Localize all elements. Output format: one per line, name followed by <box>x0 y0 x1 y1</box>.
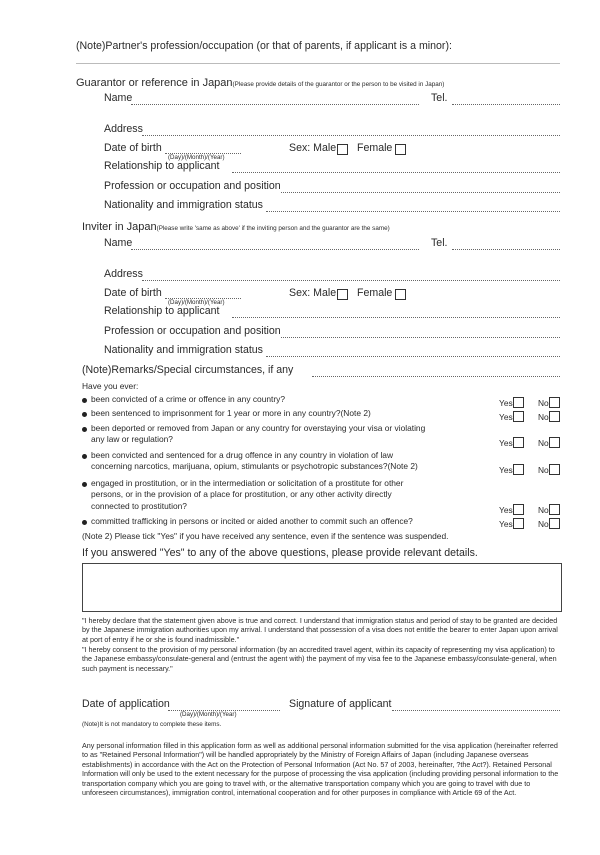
guarantor-heading <box>76 73 444 91</box>
question-5-text-line1: engaged in prostitution, or in the intermediation or solicitation of a prostitute for other <box>91 478 404 488</box>
inviter-sex-male-label: Sex: Male <box>289 287 337 299</box>
question-4-no-checkbox[interactable] <box>549 464 560 475</box>
inviter-address-field[interactable] <box>142 280 560 281</box>
question-6-text: committed trafficking in persons or incited or aided another to commit such an offence? <box>91 516 413 526</box>
guarantor-dob-format: (Day)/(Month)/(Year) <box>168 154 225 161</box>
question-1-yes-checkbox[interactable] <box>513 397 524 408</box>
guarantor-address-field[interactable] <box>142 135 560 136</box>
inviter-relationship-label: Relationship to applicant <box>104 305 220 317</box>
guarantor-title: Guarantor or reference in Japan <box>76 77 233 89</box>
guarantor-profession-field[interactable] <box>281 192 560 193</box>
guarantor-relationship-label: Relationship to applicant <box>104 160 220 172</box>
question-5-no-label: No <box>538 505 549 515</box>
bullet-icon <box>82 398 87 403</box>
question-2-yes-label: Yes <box>499 412 513 422</box>
question-1-no-checkbox[interactable] <box>549 397 560 408</box>
question-4-yes-checkbox[interactable] <box>513 464 524 475</box>
inviter-relationship-field[interactable] <box>232 317 560 318</box>
question-4-yes-label: Yes <box>499 465 513 475</box>
guarantor-address-label: Address <box>104 123 143 135</box>
bullet-icon <box>82 427 87 432</box>
note2-text: (Note 2) Please tick "Yes" if you have received any sentence, even if the sentence was suspended. <box>82 531 449 541</box>
date-format: (Day)/(Month)/(Year) <box>180 711 237 718</box>
inviter-female-checkbox[interactable] <box>395 289 406 300</box>
question-3-text-line2: any law or regulation? <box>91 434 173 444</box>
guarantor-tel-label: Tel. <box>431 92 448 104</box>
question-5-yes-checkbox[interactable] <box>513 504 524 515</box>
bullet-icon <box>82 454 87 459</box>
question-2-no-checkbox[interactable] <box>549 411 560 422</box>
guarantor-dob-label: Date of birth <box>104 142 162 154</box>
question-3-yes-label: Yes <box>499 438 513 448</box>
if-yes-label: If you answered "Yes" to any of the above questions, please provide relevant details. <box>82 547 478 559</box>
question-6-no-label: No <box>538 519 549 529</box>
question-3-yes-checkbox[interactable] <box>513 437 524 448</box>
question-1-text: been convicted of a crime or offence in any country? <box>91 394 285 404</box>
remarks-label: (Note)Remarks/Special circumstances, if any <box>82 364 294 376</box>
inviter-male-checkbox[interactable] <box>337 289 348 300</box>
signature-field[interactable] <box>392 710 560 711</box>
privacy-paragraph: Any personal information filled in this application form as well as additional personal information submitted for the visa application (hereinafter referred to as "Retained Personal Information") will be handled appropriately by the Ministry of Foreign Affairs of Japan (including Japanese overseas establishments) in accordance with the Act on the Protection of Personal Information (Act No. 57 of 2003, hereinafter, ?the Act?). Retained Personal Information will only be used to the extent necessary for the purpose of processing the visa application (including providing personal information to the transportation company which you are going to travel with, or the alternative transportation company which you are going to travel with due to unforeseen circumstances), immigration control, international cooperation and for other purposes in compliance with Article 69 of the Act. <box>82 741 559 798</box>
question-1-no-label: No <box>538 398 549 408</box>
question-3-no-label: No <box>538 438 549 448</box>
inviter-hint: (Please write 'same as above' if the inviting person and the guarantor are the same) <box>156 225 390 232</box>
guarantor-nationality-label: Nationality and immigration status <box>104 199 263 211</box>
inviter-nationality-field[interactable] <box>266 356 560 357</box>
inviter-title: Inviter in Japan <box>82 221 157 233</box>
inviter-name-field[interactable] <box>131 249 419 250</box>
divider <box>76 63 560 64</box>
inviter-tel-field[interactable] <box>452 249 560 250</box>
bullet-icon <box>82 412 87 417</box>
note-partner-label: (Note)Partner's profession/occupation (or that of parents, if applicant is a minor): <box>76 40 452 52</box>
inviter-profession-label: Profession or occupation and position <box>104 325 281 337</box>
have-you-ever-label: Have you ever: <box>82 381 139 391</box>
guarantor-name-label: Name <box>104 92 133 104</box>
date-of-application-label: Date of application <box>82 698 170 710</box>
declaration-paragraph-1: "I hereby declare that the statement given above is true and correct. I understand that immigration status and period of stay to be granted are decided by the Japanese immigration authorities upon my arrival. I understand that possession of a visa does not entitle the bearer to enter Japan upon arrival at port of entry if he or she is found inadmissible." <box>82 616 558 644</box>
guarantor-name-field[interactable] <box>131 104 419 105</box>
remarks-field[interactable] <box>312 376 560 377</box>
details-textarea[interactable] <box>82 563 562 612</box>
bullet-icon <box>82 520 87 525</box>
question-1-yes-label: Yes <box>499 398 513 408</box>
question-6-yes-label: Yes <box>499 519 513 529</box>
declaration-paragraph-2: "I hereby consent to the provision of my personal information (by an accredited travel agent, within its capacity of representing my visa application) to the Japanese embassy/consulate-general and (entrust the agent with) the payment of my visa fee to the Japanese embassy/consulate-general, when such payment is necessary." <box>82 645 557 673</box>
guarantor-hint: (Please provide details of the guarantor or the person to be visited in Japan) <box>232 81 445 88</box>
guarantor-tel-field[interactable] <box>452 104 560 105</box>
guarantor-relationship-field[interactable] <box>232 172 560 173</box>
question-5-yes-label: Yes <box>499 505 513 515</box>
signature-label: Signature of applicant <box>289 698 392 710</box>
question-6-no-checkbox[interactable] <box>549 518 560 529</box>
guarantor-female-label: Female <box>357 142 393 154</box>
guarantor-nationality-field[interactable] <box>266 211 560 212</box>
guarantor-female-checkbox[interactable] <box>395 144 406 155</box>
guarantor-profession-label: Profession or occupation and position <box>104 180 281 192</box>
question-5-no-checkbox[interactable] <box>549 504 560 515</box>
question-6-yes-checkbox[interactable] <box>513 518 524 529</box>
inviter-address-label: Address <box>104 268 143 280</box>
guarantor-male-checkbox[interactable] <box>337 144 348 155</box>
question-5-text-line2: persons, or in the provision of a place for prostitution, or any other activity directly <box>91 489 392 499</box>
question-4-text-line1: been convicted and sentenced for a drug offence in any country in violation of law <box>91 450 394 460</box>
bullet-icon <box>82 482 87 487</box>
inviter-tel-label: Tel. <box>431 237 448 249</box>
question-3-text-line1: been deported or removed from Japan or any country for overstaying your visa or violating <box>91 423 426 433</box>
question-2-yes-checkbox[interactable] <box>513 411 524 422</box>
inviter-nationality-label: Nationality and immigration status <box>104 344 263 356</box>
inviter-profession-field[interactable] <box>281 337 560 338</box>
question-3-no-checkbox[interactable] <box>549 437 560 448</box>
question-4-no-label: No <box>538 465 549 475</box>
inviter-name-label: Name <box>104 237 133 249</box>
inviter-female-label: Female <box>357 287 393 299</box>
question-2-no-label: No <box>538 412 549 422</box>
note-not-mandatory: (Note)It is not mandatory to complete these items. <box>82 721 222 728</box>
question-4-text-line2: concerning narcotics, marijuana, opium, stimulants or psychotropic substances?(Note 2) <box>91 461 418 471</box>
inviter-dob-label: Date of birth <box>104 287 162 299</box>
inviter-heading <box>82 217 390 235</box>
question-5-text-line3: connected to prostitution? <box>91 501 187 511</box>
guarantor-sex-male-label: Sex: Male <box>289 142 337 154</box>
inviter-dob-format: (Day)/(Month)/(Year) <box>168 299 225 306</box>
question-2-text: been sentenced to imprisonment for 1 year or more in any country?(Note 2) <box>91 408 371 418</box>
